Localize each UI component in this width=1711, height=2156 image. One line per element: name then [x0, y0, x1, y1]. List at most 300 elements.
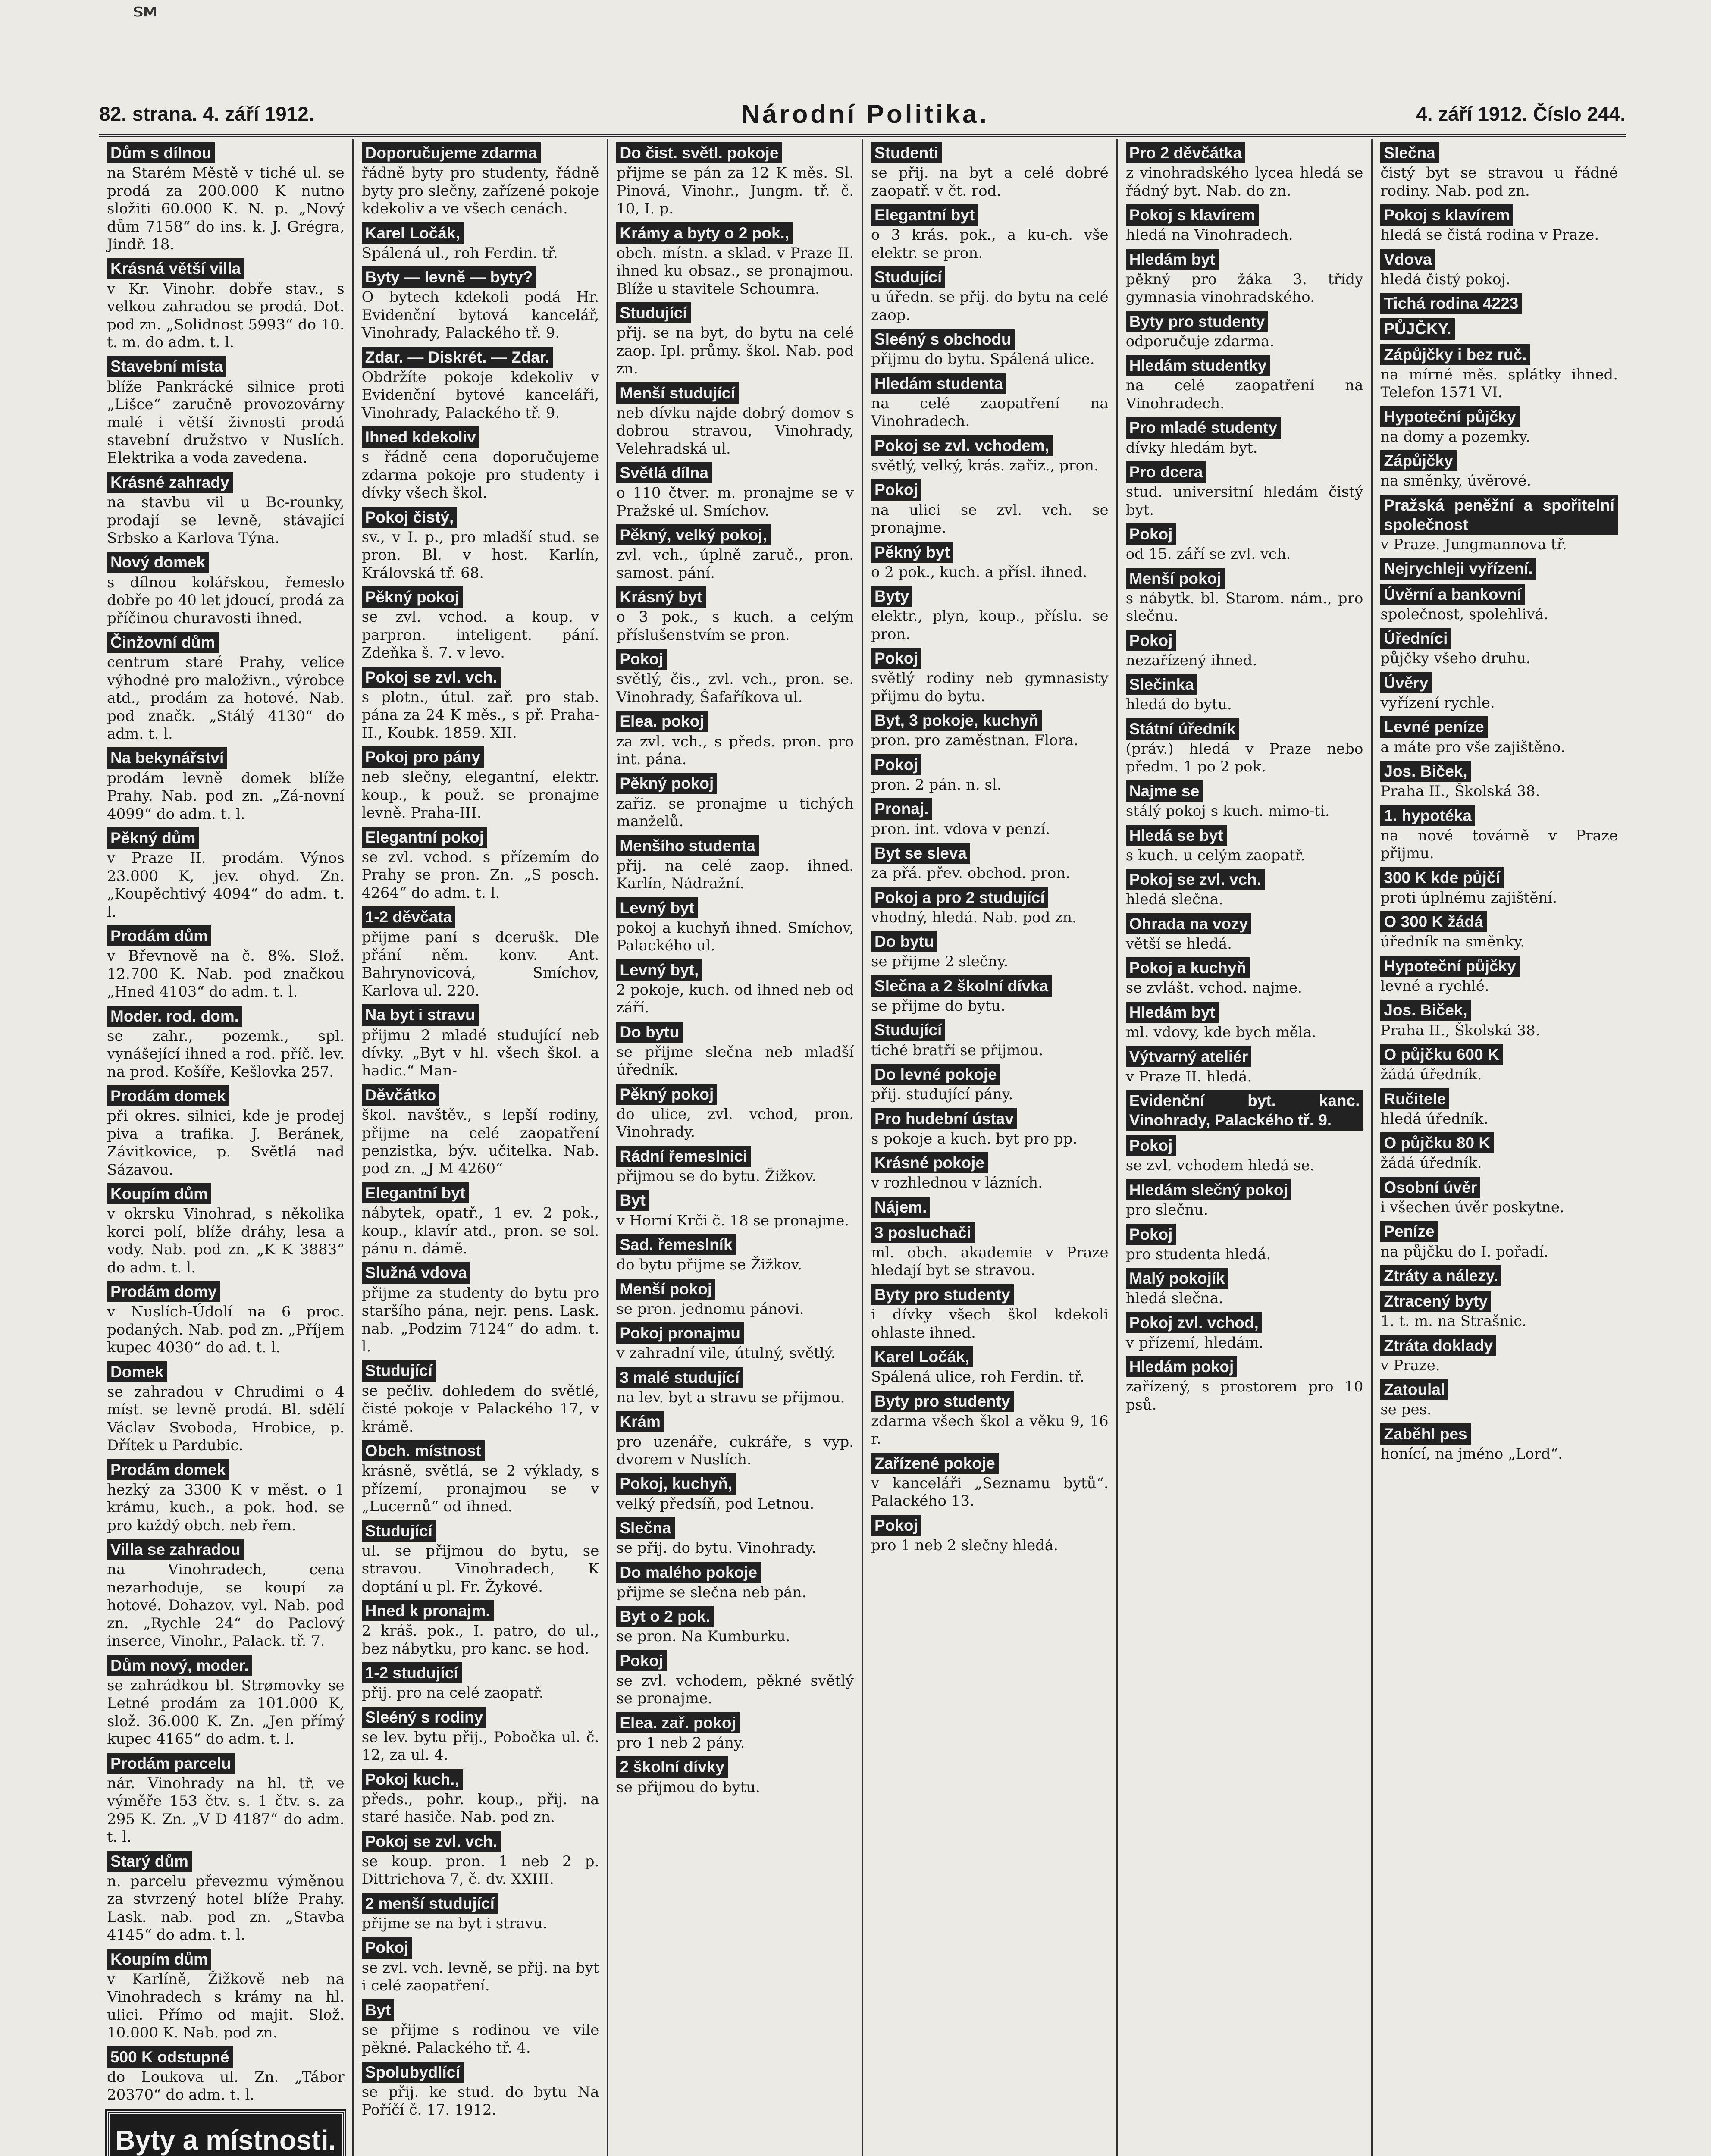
- ad-body: krásně, světlá, se 2 výklady, s přízemí, pronajmou se v „Lucernů“ od ihned.: [361, 1462, 599, 1516]
- ad-body: se pečliv. dohledem do světlé, čisté pokoje v Palackého 17, v krámě.: [361, 1382, 599, 1435]
- ad-body: hledá slečna.: [1125, 1290, 1223, 1307]
- classified-ad: [871, 1346, 1109, 1386]
- ad-heading: Karel Ločák,: [362, 222, 464, 244]
- ad-body: čistý byt se stravou u řádné rodiny. Nab. pod zn.: [1380, 164, 1618, 200]
- ad-body: žádá úředník.: [1380, 1066, 1482, 1084]
- ad-heading: Elegantní pokoj: [362, 827, 487, 848]
- classified-ad: [362, 1182, 599, 1258]
- ad-heading: 1-2 děvčata: [362, 906, 456, 928]
- classified-ad: [1126, 1090, 1363, 1131]
- classified-ad: [1126, 674, 1363, 714]
- ad-body: hledá slečna.: [1125, 891, 1223, 909]
- ad-heading: Pokoj s klavírem: [1126, 204, 1259, 226]
- ad-heading: Hypoteční půjčky: [1380, 406, 1519, 427]
- classified-ad: [1126, 249, 1363, 307]
- ad-heading: Byty pro studenty: [871, 1284, 1014, 1305]
- ad-heading: Pěkný pokoj: [616, 1084, 717, 1105]
- ad-heading: Jos. Biček,: [1380, 1000, 1470, 1021]
- ad-heading: Byty — levně — byty?: [362, 266, 536, 288]
- classified-ad: [871, 1515, 1109, 1555]
- classified-ad: [616, 1022, 854, 1079]
- ad-body: na nové továrně v Praze přijmu.: [1380, 827, 1618, 862]
- ad-heading: Sleéný s rodiny: [362, 1707, 487, 1728]
- ad-body: 2 pokoje, kuch. od ihned neb od září.: [616, 981, 854, 1017]
- columns: [99, 139, 1626, 2156]
- ad-heading: Úvěry: [1380, 672, 1432, 693]
- ad-heading: Prodám dům: [107, 925, 211, 946]
- classified-ad: [362, 266, 599, 342]
- ad-heading: Pokoj pronajmu: [616, 1322, 744, 1344]
- ad-heading: Pokoj: [871, 479, 921, 500]
- ad-body: přijmu do bytu. Spálená ulice.: [871, 351, 1095, 368]
- classified-ad: [1380, 956, 1618, 996]
- ad-heading: Zápůjčky: [1380, 450, 1456, 471]
- ad-body: n. parcelu převezmu výměnou za stvrzený hotel blíže Prahy. Lask. nab. pod zn. „Stavba 4145“ do adm. t. l.: [107, 1872, 345, 1944]
- classified-ad: [362, 1707, 599, 1764]
- ad-heading: Pokoj: [362, 1937, 412, 1958]
- ad-body: na domy a pozemky.: [1380, 428, 1530, 445]
- classified-ad: [1380, 204, 1618, 244]
- ad-heading: Jos. Biček,: [1380, 761, 1470, 782]
- ad-heading: Villa se zahradou: [107, 1539, 244, 1560]
- classified-ad: [107, 1459, 345, 1535]
- ad-body: Spálená ulice, roh Ferdin. tř.: [871, 1368, 1084, 1386]
- classified-ad: [1380, 1132, 1618, 1172]
- classified-ad: [1380, 1335, 1618, 1375]
- classified-ad: [616, 1650, 854, 1708]
- ad-heading: Pokoj se zvl. vchodem,: [871, 435, 1053, 456]
- column-4: [863, 139, 1118, 2156]
- ad-body: o 3 krás. pok., a ku-ch. vše elektr. se pron.: [871, 226, 1109, 262]
- classified-ad: [1126, 630, 1363, 670]
- column-6: [1373, 139, 1626, 2156]
- ad-body: o 3 pok., s kuch. a celým příslušenstvím se pron.: [616, 608, 854, 644]
- ad-body: v Horní Krči č. 18 se pronajme.: [616, 1212, 849, 1229]
- classified-ad: [1380, 1423, 1618, 1463]
- classified-ad: [107, 2046, 345, 2104]
- ad-body: blíže Pankrácké silnice proti „Lišce“ zaručně provozovárny malé i větší živnosti prodá stavební družstvo v Nuslích. Elektrika a voda zavedena.: [107, 378, 345, 467]
- ad-body: přijme se slečna neb pán.: [616, 1583, 807, 1601]
- ad-heading: Úvěrní a bankovní: [1380, 584, 1525, 605]
- ad-body: přij. na celé zaop. ihned. Karlín, Nádražní.: [616, 857, 854, 893]
- classified-ad: [107, 142, 345, 254]
- ad-heading: Pěkný pokoj: [616, 773, 717, 794]
- ad-heading: Krásný byt: [616, 586, 705, 608]
- ad-body: se zahrádkou bl. Strømovky se Letné prodám za 101.000 K, slož. 36.000 K. Zn. „Jen přímý kupec 4165“ do adm. t. l.: [107, 1677, 345, 1748]
- classified-ad: [616, 524, 854, 582]
- ad-heading: Pro mladé studenty: [1126, 417, 1281, 438]
- ad-body: pron. int. vdova v penzí.: [871, 820, 1050, 838]
- ad-body: zdarma všech škol a věku 9, 16 r.: [871, 1412, 1109, 1448]
- classified-ad: [616, 1517, 854, 1557]
- ad-body: společnost, spolehlivá.: [1380, 605, 1548, 623]
- classified-ad: [362, 1440, 599, 1516]
- classified-ad: [1380, 1379, 1618, 1419]
- handwritten-mark: ℠: [129, 0, 165, 40]
- classified-ad: [362, 1520, 599, 1596]
- ad-body: s řádně cena doporučujeme zdarma pokoje pro studenty i dívky všech škol.: [361, 448, 599, 502]
- classified-ad: [1380, 805, 1618, 863]
- ad-body: pro 1 neb 2 slečny hledá.: [871, 1536, 1058, 1554]
- classified-ad: [1380, 1088, 1618, 1128]
- ad-body: s nábytk. bl. Starom. nám., pro slečnu.: [1125, 589, 1363, 625]
- ad-heading: Hned k pronajm.: [362, 1600, 494, 1621]
- ad-body: v rozhlednou v lázních.: [871, 1174, 1043, 1192]
- ad-body: z vinohradského lycea hledá se řádný byt. Nab. do zn.: [1125, 164, 1363, 200]
- classified-ad: [362, 906, 599, 1000]
- classified-ad: [616, 1606, 854, 1646]
- ad-body: v Praze II. hledá.: [1125, 1068, 1252, 1085]
- classified-ad: [1380, 1291, 1618, 1331]
- classified-ad: [107, 632, 345, 743]
- ad-heading: Peníze: [1380, 1221, 1438, 1242]
- classified-ad: [107, 356, 345, 467]
- ad-body: hledá čistý pokoj.: [1380, 270, 1510, 288]
- ad-body: pro studenta hledá.: [1125, 1245, 1271, 1263]
- ad-body: Praha II., Školská 38.: [1380, 1022, 1540, 1039]
- classified-ad: [871, 1453, 1109, 1510]
- ad-heading: Vdova: [1380, 249, 1435, 270]
- classified-ad: [616, 1146, 854, 1186]
- ad-heading: Pokoj: [616, 1650, 667, 1671]
- classified-ad: [616, 1190, 854, 1230]
- classified-ad: [871, 1284, 1109, 1342]
- classified-ad: [616, 1712, 854, 1752]
- ad-heading: Pro hudební ústav: [871, 1108, 1017, 1129]
- ad-body: a máte pro vše zajištěno.: [1380, 738, 1565, 756]
- ad-heading: Zatoulal: [1380, 1379, 1448, 1400]
- ad-body: od 15. září se zvl. vch.: [1125, 545, 1291, 563]
- ad-body: se zvl. vchod. s přízemím do Prahy se pron. Zn. „S posch. 4264“ do adm. t. l.: [361, 848, 599, 902]
- ad-body: na stavbu vil u Bc-rounky, prodají se levně, stávající Srbsko a Karlova Týna.: [107, 494, 345, 547]
- classified-ad: [362, 222, 599, 263]
- ad-heading: Pro 2 děvčátka: [1126, 142, 1245, 163]
- classified-ad: [1126, 1312, 1363, 1352]
- ad-heading: Prodám domy: [107, 1281, 220, 1302]
- classified-ad: [1380, 867, 1618, 907]
- ad-body: se přijmou do bytu.: [616, 1778, 760, 1796]
- classified-ad: [1380, 450, 1618, 490]
- ad-heading: Zařízené pokoje: [871, 1453, 999, 1474]
- ad-body: zvl. vch., úplně zaruč., pron. samost. pání.: [616, 546, 854, 582]
- classified-ad: [616, 462, 854, 520]
- ad-heading: 500 K odstupné: [107, 2046, 233, 2068]
- classified-ad: [871, 648, 1109, 705]
- ad-heading: 1-2 studující: [362, 1662, 462, 1683]
- classified-ad: [616, 897, 854, 955]
- classified-ad: [362, 746, 599, 822]
- ad-heading: Pokoj: [1126, 630, 1176, 651]
- classified-ad: [871, 1197, 1109, 1218]
- ad-body: pron. 2 pán. n. sl.: [871, 776, 1002, 793]
- ad-body: v Kr. Vinohr. dobře stav., s velkou zahradou se prodá. Dot. pod zn. „Solidnost 5993“ do 10. t. m. do adm. t. l.: [107, 280, 345, 351]
- classified-ad: [107, 1183, 345, 1277]
- ad-heading: Hledám pokoj: [1126, 1356, 1238, 1377]
- column-5: [1118, 139, 1373, 2156]
- ad-body: se přijme s rodinou ve vile pěkné. Palackého tř. 4.: [361, 2021, 599, 2057]
- ad-body: předs., pohr. koup., přij. na staré hasiče. Nab. pod zn.: [361, 1790, 599, 1826]
- ad-body: v Praze.: [1380, 1357, 1440, 1374]
- ad-heading: Koupím dům: [107, 1949, 211, 1970]
- classified-ad: [1126, 825, 1363, 865]
- classified-ad: [871, 710, 1109, 750]
- classified-ad: [107, 1753, 345, 1846]
- ad-heading: Krásné zahrady: [107, 472, 233, 493]
- ad-body: se zvl. vchodem, pěkné světlý se pronajme.: [616, 1672, 854, 1708]
- ad-body: ml. obch. akademie v Praze hledají byt se stravou.: [871, 1244, 1109, 1279]
- ad-body: v Břevnově na č. 8%. Slož. 12.700 K. Nab. pod značkou „Hned 4103“ do adm. t. l.: [107, 947, 345, 1001]
- ad-heading: Ztracený byty: [1380, 1291, 1491, 1312]
- classified-ad: [1126, 204, 1363, 244]
- classified-ad: [1126, 1135, 1363, 1175]
- ad-body: neb slečny, elegantní, elektr. koup., k použ. se pronajme levně. Praha-III.: [361, 768, 599, 822]
- ad-heading: Zaběhl pes: [1380, 1423, 1470, 1445]
- classified-ad: [1126, 780, 1363, 821]
- ad-body: v přízemí, hledám.: [1125, 1334, 1264, 1351]
- ad-body: se zahr., pozemk., spl. vynášející ihned a rod. příč. lev. na prod. Košíře, Kešlovka 257.: [107, 1027, 345, 1081]
- ad-heading: Ručitele: [1380, 1088, 1449, 1109]
- ad-body: se lev. bytu přij., Pobočka ul. č. 12, za ul. 4.: [361, 1728, 599, 1764]
- ad-body: půjčky všeho druhu.: [1380, 650, 1531, 667]
- classified-ad: [107, 1851, 345, 1944]
- ad-heading: Děvčátko: [362, 1084, 440, 1106]
- ad-body: v okrsku Vinohrad, s několika korci polí, blíže dráhy, lesa a vody. Nab. pod zn. „K K 3883“ do adm. t. l.: [107, 1205, 345, 1276]
- classified-ad: [1126, 913, 1363, 953]
- ad-body: se zvl. vchodem hledá se.: [1125, 1157, 1315, 1175]
- ad-body: přijme se pán za 12 K měs. Sl. Pinová, Vinohr., Jungm. tř. č. 10, I. p.: [616, 164, 854, 218]
- ad-body: se zahradou v Chrudimi o 4 míst. se levně prodá. Bl. sdělí Václav Svoboda, Hrobice, p. Dřítek u Pardubic.: [107, 1383, 345, 1454]
- classified-ad: [616, 959, 854, 1017]
- ad-body: i všechen úvěr poskytne.: [1380, 1198, 1564, 1216]
- ad-heading: Studenti: [871, 142, 942, 163]
- classified-ad: [362, 1004, 599, 1080]
- ad-heading: Hledám byt: [1126, 1002, 1219, 1023]
- classified-ad: [362, 347, 599, 423]
- ad-heading: Prodám domek: [107, 1459, 229, 1480]
- ad-heading: Pokoj a kuchyň: [1126, 957, 1250, 978]
- column-2: [354, 139, 609, 2156]
- ad-heading: Světlá dílna: [616, 462, 712, 483]
- classified-ad: [1126, 417, 1363, 457]
- ad-body: s dílnou kolářskou, řemeslo dobře po 40 let jdoucí, prodá za příčinou churavosti ihned.: [107, 573, 345, 627]
- ad-heading: 3 malé studující: [616, 1367, 743, 1388]
- ad-body: honící, na jméno „Lord“.: [1380, 1445, 1563, 1463]
- ad-heading: Pokoj, kuchyň,: [616, 1473, 736, 1494]
- ad-heading: Na bekynářství: [107, 747, 227, 768]
- ad-heading: Levný byt: [616, 897, 698, 918]
- classified-ad: [1126, 718, 1363, 776]
- column-1: [99, 139, 354, 2156]
- classified-ad: [362, 1831, 599, 1889]
- classified-ad: [871, 1152, 1109, 1192]
- ad-heading: Karel Ločák,: [871, 1346, 973, 1367]
- classified-ad: [1126, 1224, 1363, 1264]
- ad-heading: Prodám parcelu: [107, 1753, 235, 1774]
- ad-body: nár. Vinohrady na hl. tř. ve výměře 153 čtv. s. 1 čtv. s. za 295 K. Zn. „V D 4187“ do adm. t. l.: [107, 1774, 345, 1846]
- ad-heading: 300 K kde půjčí: [1380, 867, 1503, 888]
- classified-ad: [1380, 249, 1618, 289]
- ad-heading: Elegantní byt: [871, 204, 978, 226]
- ad-body: stud. universitní hledám čistý byt.: [1125, 483, 1363, 519]
- ad-body: u úředn. se přij. do bytu na celé zaop.: [871, 288, 1109, 324]
- classified-ad: [362, 1600, 599, 1658]
- ad-heading: Prodám domek: [107, 1085, 229, 1106]
- ad-heading: Spolubydlící: [362, 2062, 464, 2083]
- ad-heading: Ztráta doklady: [1380, 1335, 1496, 1356]
- ad-heading: Ohrada na vozy: [1126, 913, 1252, 934]
- classified-ad: [362, 1999, 599, 2057]
- ad-body: do ulice, zvl. vchod, pron. Vinohrady.: [616, 1105, 854, 1141]
- classified-ad: [362, 1360, 599, 1436]
- ad-heading: Studující: [362, 1520, 436, 1542]
- ad-body: se koup. pron. 1 neb 2 p. Dittrichova 7, č. dv. XXIII.: [361, 1852, 599, 1888]
- classified-ad: [1126, 142, 1363, 200]
- ad-heading: Najme se: [1126, 780, 1203, 802]
- ad-heading: Byt o 2 pok.: [616, 1606, 714, 1627]
- ad-body: stálý pokoj s kuch. mimo-ti.: [1125, 802, 1330, 820]
- ad-heading: Pokoj se zvl. vch.: [362, 667, 501, 688]
- classified-ad: [616, 222, 854, 298]
- ad-heading: 1. hypotéka: [1380, 805, 1475, 826]
- ad-body: pokoj a kuchyň ihned. Smíchov, Palackého ul.: [616, 919, 854, 955]
- classified-ad: [616, 1473, 854, 1513]
- classified-ad: [1126, 568, 1363, 626]
- ad-body: hledá na Vinohradech.: [1125, 226, 1293, 244]
- classified-ad: [1380, 672, 1618, 712]
- classified-ad: [871, 843, 1109, 883]
- ad-heading: Slečna: [1380, 142, 1438, 163]
- classified-ad: [362, 1262, 599, 1356]
- classified-ad: [871, 1222, 1109, 1280]
- ad-heading: Koupím dům: [107, 1183, 211, 1204]
- ad-heading: Elegantní byt: [362, 1182, 469, 1203]
- ad-heading: Hledám slečný pokoj: [1126, 1179, 1291, 1200]
- classified-ad: [107, 1085, 345, 1179]
- classified-ad: [616, 1562, 854, 1602]
- ad-heading: Pokoj se zvl. vch.: [1126, 869, 1265, 890]
- classified-ad: [107, 1655, 345, 1749]
- ad-heading: Výtvarný ateliér: [1126, 1046, 1252, 1067]
- ad-heading: Pronaj.: [871, 798, 932, 819]
- classified-ad: [1126, 1268, 1363, 1308]
- ad-body: na půjčku do I. pořadí.: [1380, 1243, 1549, 1260]
- ad-body: světlý, čis., zvl. vch., pron. se. Vinohrady, Šafaříkova ul.: [616, 671, 854, 706]
- ad-heading: Byty pro studenty: [871, 1391, 1014, 1412]
- classified-ad: [1126, 355, 1363, 413]
- classified-ad: [616, 1279, 854, 1319]
- ad-body: přij. se na byt, do bytu na celé zaop. Ipl. průmy. škol. Nab. pod zn.: [616, 324, 854, 378]
- ad-body: 1. t. m. na Strašnic.: [1380, 1313, 1527, 1330]
- ad-heading: Krásné pokoje: [871, 1152, 988, 1173]
- classified-ad: [616, 773, 854, 830]
- classified-ad: [1126, 957, 1363, 997]
- classified-ad: [871, 542, 1109, 582]
- classified-ad: [362, 1769, 599, 1827]
- ad-body: s plotn., útul. zař. pro stab. pána za 24 K měs., s př. Praha-II., Koubk. 1859. XII.: [361, 688, 599, 742]
- classified-ad: [616, 382, 854, 458]
- ad-heading: Slečna: [616, 1517, 674, 1539]
- classified-ad: [871, 266, 1109, 324]
- classified-ad: [871, 435, 1109, 475]
- ad-body: světlý, velký, krás. zařiz., pron.: [871, 457, 1099, 474]
- ad-body: pro uzenáře, cukráře, s vyp. dvorem v Nuslích.: [616, 1433, 854, 1468]
- ad-body: obch. místn. a sklad. v Praze II. ihned ku obsaz., se pronajmou. Blíže u stavitele Schoumra.: [616, 244, 854, 298]
- classified-ad: [616, 711, 854, 768]
- ad-heading: Pokoj: [1126, 523, 1176, 545]
- ad-body: nezařízený ihned.: [1125, 652, 1257, 669]
- ad-heading: Osobní úvěr: [1380, 1177, 1480, 1198]
- classified-ad: [1380, 1000, 1618, 1040]
- ad-heading: Byt se sleva: [871, 843, 970, 864]
- ad-heading: Úředníci: [1380, 628, 1451, 649]
- classified-ad: [871, 754, 1109, 794]
- ad-body: i dívky všech škol kdekoli ohlaste ihned.: [871, 1306, 1109, 1341]
- classified-ad: [1380, 318, 1618, 339]
- ad-body: přijmou se do bytu. Žižkov.: [616, 1167, 817, 1185]
- classified-ad: [1380, 716, 1618, 756]
- ad-body: na lev. byt a stravu se přijmou.: [616, 1388, 845, 1406]
- ad-heading: Pěkný, velký pokoj,: [616, 524, 770, 545]
- ad-heading: Sad. řemeslník: [616, 1234, 736, 1255]
- ad-heading: Byt: [362, 1999, 395, 2021]
- classified-ad: [107, 1539, 345, 1650]
- ad-body: s pokoje a kuch. byt pro pp.: [871, 1130, 1078, 1147]
- ad-body: s kuch. u celým zaopatř.: [1125, 846, 1305, 864]
- classified-ad: [1126, 1002, 1363, 1042]
- ad-heading: O půjčku 80 K: [1380, 1132, 1494, 1153]
- classified-ad: [616, 1411, 854, 1469]
- ad-heading: Menší pokoj: [616, 1279, 715, 1300]
- ad-heading: Studující: [871, 266, 945, 288]
- classified-ad: [871, 1064, 1109, 1104]
- ad-body: úředník na směnky.: [1380, 933, 1525, 951]
- classified-ad: [871, 1019, 1109, 1059]
- ad-heading: Menšího studenta: [616, 835, 759, 856]
- classified-ad: [362, 142, 599, 218]
- ad-heading: Do čist. světl. pokoje: [616, 142, 782, 163]
- ad-body: neb dívku najde dobrý domov s dobrou stravou, Vinohrady, Velehradská ul.: [616, 404, 854, 458]
- ad-heading: Domek: [107, 1361, 167, 1382]
- ad-body: na směnky, úvěrové.: [1380, 472, 1532, 490]
- ad-body: větší se hledá.: [1125, 935, 1232, 953]
- ad-heading: Činžovní dům: [107, 632, 219, 653]
- ad-body: 2 kráš. pok., I. patro, do ul., bez nábytku, pro kanc. se hod.: [361, 1622, 599, 1658]
- ad-body: hledá se čistá rodina v Praze.: [1380, 226, 1599, 244]
- classified-ad: [107, 1281, 345, 1357]
- classified-ad: [1380, 495, 1618, 554]
- classified-ad: [362, 586, 599, 662]
- ad-body: dívky hledám byt.: [1125, 439, 1258, 457]
- ad-heading: Rádní řemeslnici: [616, 1146, 751, 1167]
- ad-body: ul. se přijmou do bytu, se stravou. Vinohradech, K doptání u pl. Fr. Žykové.: [361, 1542, 599, 1595]
- classified-ad: [107, 552, 345, 627]
- ad-body: se přij. na byt a celé dobré zaopatř. v čt. rod.: [871, 164, 1109, 200]
- ad-heading: Do bytu: [871, 931, 937, 952]
- ad-heading: Doporučujeme zdarma: [362, 142, 541, 163]
- ad-heading: PŮJČKY.: [1380, 318, 1454, 339]
- classified-ad: [1380, 761, 1618, 801]
- classified-ad: [1380, 344, 1618, 402]
- ad-heading: Slečna a 2 školní dívka: [871, 975, 1052, 997]
- ad-heading: Moder. rod. dom.: [107, 1006, 242, 1027]
- ad-heading: Studující: [616, 302, 690, 323]
- ad-heading: Nejrychleji vyřízení.: [1380, 558, 1536, 579]
- ad-heading: Nový domek: [107, 552, 209, 573]
- classified-ad: [362, 1893, 599, 1933]
- ad-heading: Zdar. — Diskrét. — Zdar.: [362, 347, 553, 368]
- ad-heading: 2 menší studující: [362, 1893, 498, 1914]
- classified-ad: [107, 1006, 345, 1081]
